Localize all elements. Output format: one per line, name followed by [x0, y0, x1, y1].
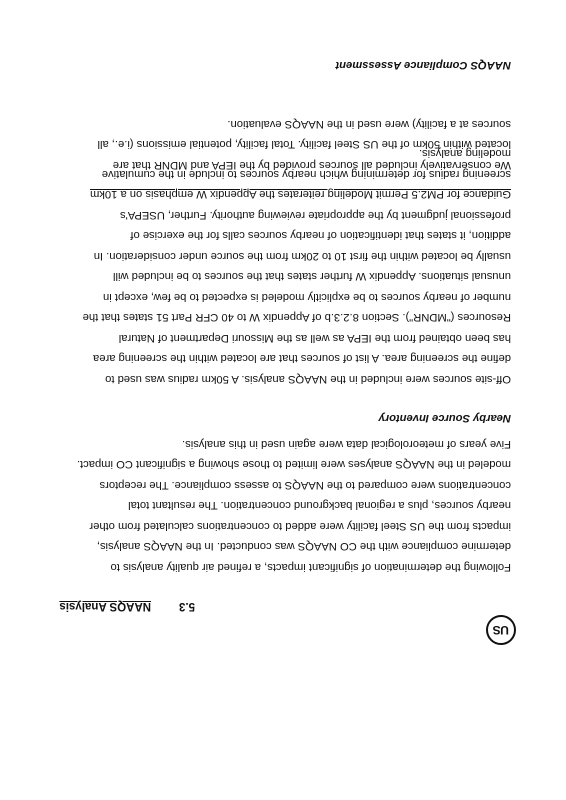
text-line: Resources ("MDNR"). Section 8.2.3.b of Appendix W to 40 CFR Part 51 states that the	[82, 311, 511, 324]
paragraph-naaqs-intro	[75, 434, 511, 578]
text-line: modeling analysis.	[418, 147, 511, 160]
text-line: impacts from the US Steel facility were added to concentrations calculated from other	[89, 520, 511, 532]
text-line: Off-site sources were included in the NAAQS analysis. A 50km radius was used to	[105, 373, 511, 385]
text-line: usually be located within the first 10 to 20km from the source under consideration. In	[93, 250, 511, 262]
text-line: located within 50km of the US Steel facility. Total facility, potential emissions (i.e., all	[97, 138, 511, 151]
text-line: professional judgment by the appropriate reviewing authority. Further, USEPA's	[120, 209, 511, 221]
section-title: NAAQS Analysis	[59, 600, 151, 612]
paragraph-nearby-sources	[75, 143, 511, 389]
paragraph-conservative-inclusion	[75, 114, 511, 176]
text-line: unusual situations. Appendix W further states that the sources to be included will	[112, 270, 511, 283]
text-line: Following the determination of significant impacts, a refined air quality analysis to	[110, 561, 511, 573]
section-number: 5.3	[179, 600, 195, 612]
text-line: Guidance for PM2.5 Permit Modeling reiterates the Appendix W emphasis on a 10km	[90, 188, 511, 201]
text-line: sources at a facility) were used in the NAAQS evaluation.	[227, 118, 511, 130]
text-line: concentrations were compared to the NAAQS to assess compliance. The receptors	[99, 479, 511, 491]
us-steel-logo-icon: US	[486, 615, 516, 645]
text-line: number of nearby sources to be explicitly modeled is expected to be few, except in	[103, 291, 511, 303]
text-line: nearby sources, plus a regional background concentration. The resultant total	[128, 499, 511, 512]
text-line: define the screening area. A list of sources that are located within the screening area	[93, 352, 511, 365]
text-line: screening radius for determining which nearby sources to include in the cumulative	[101, 168, 511, 180]
subheading-nearby-source-inventory: Nearby Source Inventory	[378, 412, 511, 424]
text-line: modeled in the NAAQS analyses were limited to those showing a significant CO impact.	[76, 458, 511, 471]
subheading-naaqs-compliance-assessment: NAAQS Compliance Assessment	[335, 59, 511, 71]
text-line: We conservatively included all sources provided by the IEPA and MDNR that are	[112, 159, 511, 171]
text-line: has been obtained from the IEPA as well as the Missouri Department of Natural	[118, 332, 511, 344]
section-heading	[55, 600, 195, 612]
text-line: addition, it states that identification of nearby sources calls for the exercise of	[130, 229, 511, 242]
text-line: determine compliance with the CO NAAQS was conducted. In the NAAQS analysis,	[96, 540, 511, 553]
text-line: Five years of meteorological data were again used in this analysis.	[182, 438, 511, 450]
